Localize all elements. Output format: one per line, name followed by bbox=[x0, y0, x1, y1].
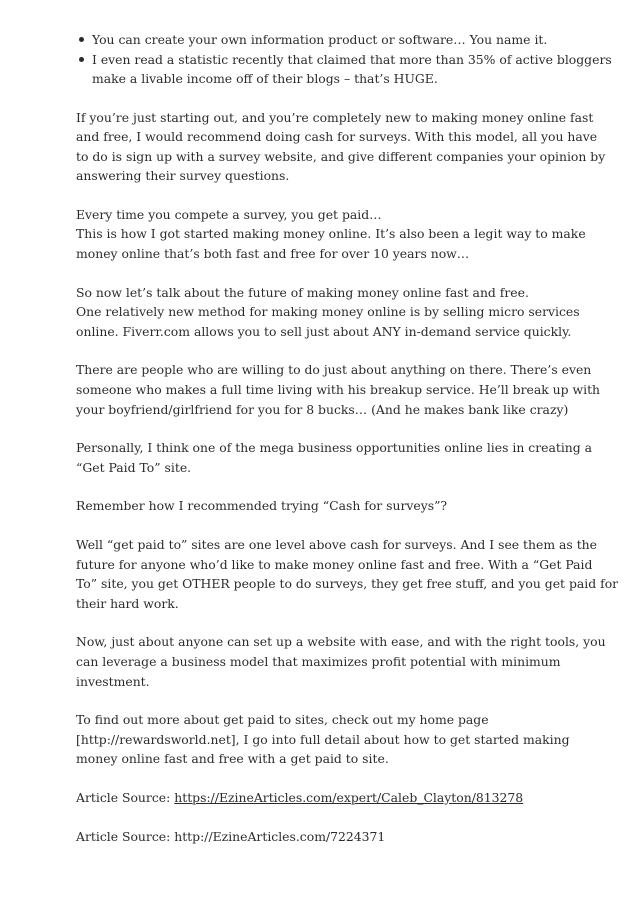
text-line: Remember how I recommended trying “Cash for surveys”? bbox=[76, 498, 448, 514]
paragraph bbox=[76, 108, 606, 186]
text-line: and free, I would recommend doing cash for surveys. With this model, all you have bbox=[76, 129, 598, 145]
paragraph bbox=[76, 438, 593, 477]
author-profile-link[interactable]: https://EzineArticles.com/expert/Caleb_Clayton/813278 bbox=[174, 789, 524, 805]
text-line: investment. bbox=[76, 673, 150, 689]
text-line: There are people who are willing to do just about anything on there. There’s even bbox=[76, 362, 592, 378]
text-line: Every time you compete a survey, you get paid… bbox=[76, 206, 382, 222]
text-line: Well “get paid to” sites are one level above cash for surveys. And I see them as the bbox=[76, 537, 597, 552]
article-source-text: Article Source: http://EzineArticles.com/7224371 bbox=[76, 828, 386, 844]
text-line: This is how I got started making money online. It’s also been a legit way to make bbox=[76, 226, 586, 242]
article-body bbox=[76, 30, 619, 865]
paragraph bbox=[76, 535, 619, 613]
text-line: You can create your own information product or software… You name it. bbox=[92, 32, 548, 47]
bullet-item bbox=[92, 50, 612, 89]
text-line: make a livable income off of their blogs – that’s HUGE. bbox=[92, 71, 438, 86]
text-line: One relatively new method for making money online is by selling micro services bbox=[76, 304, 580, 320]
text-line: can leverage a business model that maximizes profit potential with minimum bbox=[76, 653, 561, 669]
article-source-article bbox=[76, 827, 566, 847]
paragraph bbox=[76, 496, 566, 516]
text-line: To find out more about get paid to sites, check out my home page bbox=[76, 712, 489, 728]
text-line: “Get Paid To” site. bbox=[76, 459, 192, 475]
text-line: future for anyone who’d like to make money online fast and free. With a “Get Paid bbox=[76, 556, 593, 572]
text-line: I even read a statistic recently that claimed that more than 35% of active bloggers bbox=[92, 51, 612, 67]
text-line: If you’re just starting out, and you’re completely new to making money online fast bbox=[76, 109, 594, 125]
paragraph bbox=[76, 205, 586, 264]
text-line: their hard work. bbox=[76, 595, 179, 611]
text-line: your boyfriend/girlfriend for you for 8 bucks… (And he makes bank like crazy) bbox=[76, 401, 569, 417]
text-line: to do is sign up with a survey website, and give different companies your opinion by bbox=[76, 148, 606, 164]
bullet-list bbox=[76, 30, 612, 89]
bullet-item bbox=[92, 30, 566, 50]
text-line: Personally, I think one of the mega business opportunities online lies in creating a bbox=[76, 440, 593, 456]
text-line: answering their survey questions. bbox=[76, 168, 290, 184]
paragraph bbox=[76, 632, 606, 691]
text-line: So now let’s talk about the future of making money online fast and free. bbox=[76, 284, 529, 300]
article-source-author bbox=[76, 788, 566, 808]
text-line: To” site, you get OTHER people to do surveys, they get free stuff, and you get paid for bbox=[76, 576, 619, 592]
text-line: Now, just about anyone can set up a website with ease, and with the right tools, you bbox=[76, 634, 606, 650]
paragraph bbox=[76, 360, 601, 419]
paragraph bbox=[76, 283, 580, 342]
paragraph bbox=[76, 710, 570, 769]
text-line: money online fast and free with a get paid to site. bbox=[76, 751, 389, 767]
article-source-line bbox=[76, 788, 566, 808]
text-line: [http://rewardsworld.net], I go into full detail about how to get started making bbox=[76, 731, 570, 747]
text-line: online. Fiverr.com allows you to sell just about ANY in-demand service quickly. bbox=[76, 323, 572, 339]
text-line: money online that’s both fast and free for over 10 years now… bbox=[76, 246, 470, 262]
text-line: someone who makes a full time living with his breakup service. He’ll break up with bbox=[76, 382, 601, 398]
article-source-label: Article Source: bbox=[76, 789, 175, 805]
